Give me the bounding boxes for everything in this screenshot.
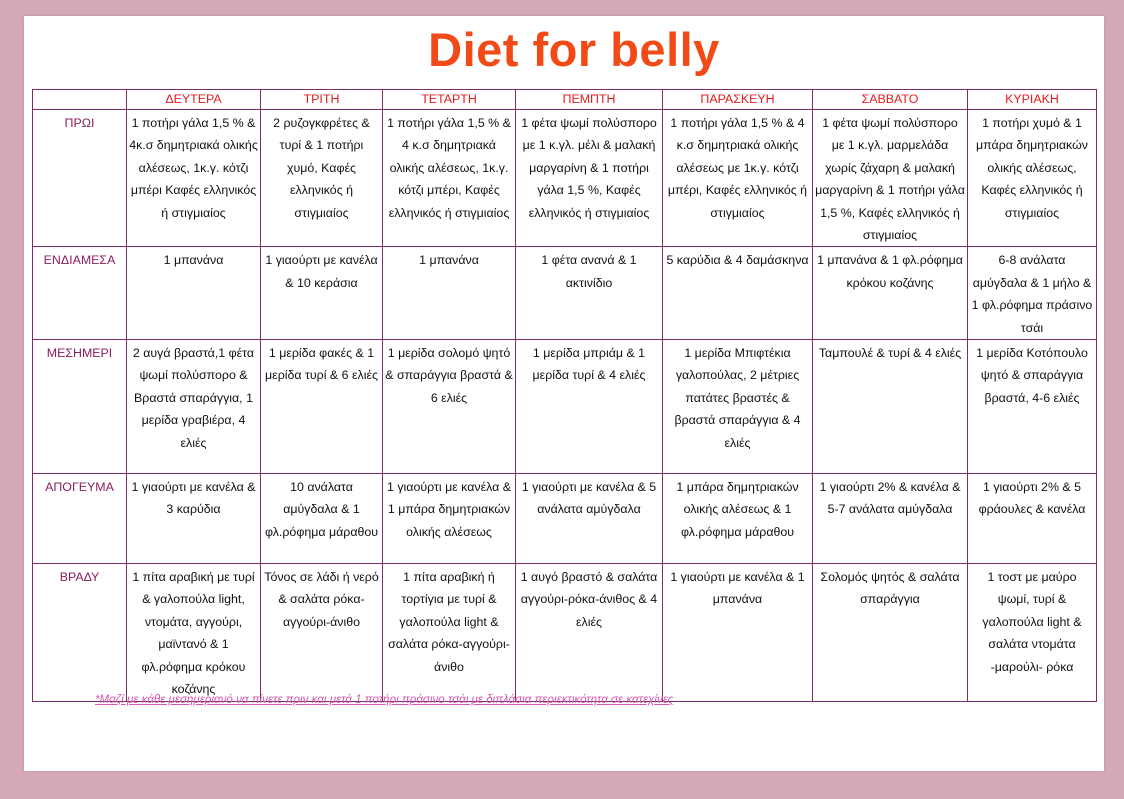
table-row (33, 247, 1097, 340)
meal-label: ΑΠΟΓΕΥΜΑ (33, 474, 127, 564)
table-cell: 1 πίτα αραβική με τυρί & γαλοπούλα light, ντομάτα, αγγούρι, μαϊντανό & 1 φλ.ρόφημα κρόκου κοζάνης (127, 564, 261, 701)
table-cell: 1 φέτα ψωμί πολύσπορο με 1 κ.γλ. μαρμελάδα χωρίς ζάχαρη & μαλακή μαργαρίνη & 1 ποτήρι γάλα 1,5 %, Καφές ελληνικός ή στιγμιαίος (813, 110, 968, 247)
header-row (33, 90, 1097, 110)
table-cell: 1 μερίδα φακές & 1 μερίδα τυρί & 6 ελιές (261, 340, 383, 474)
document-page (24, 16, 1104, 771)
table-row (33, 340, 1097, 474)
table-cell: 1 γιαούρτι με κανέλα & 5 ανάλατα αμύγδαλα (516, 474, 663, 564)
table-cell: 1 μπανάνα (383, 247, 516, 340)
table-cell: 1 μερίδα μπριάμ & 1 μερίδα τυρί & 4 ελιές (516, 340, 663, 474)
table-cell: 1 μπανάνα & 1 φλ.ρόφημα κρόκου κοζάνης (813, 247, 968, 340)
table-cell: 1 πίτα αραβική ή τορτίγια με τυρί & γαλοπούλα light & σαλάτα ρόκα-αγγούρι-άνιθο (383, 564, 516, 701)
day-header: ΠΕΜΠΤΗ (516, 90, 663, 110)
table-row (33, 564, 1097, 701)
table-row (33, 474, 1097, 564)
table-cell: 1 γιαούρτι με κανέλα & 10 κεράσια (261, 247, 383, 340)
table-cell: 1 γιαούρτι με κανέλα & 3 καρύδια (127, 474, 261, 564)
diet-table (32, 89, 1097, 702)
table-cell: 1 γιαούρτι με κανέλα & 1 μπάρα δημητριακών ολικής αλέσεως (383, 474, 516, 564)
table-row (33, 110, 1097, 247)
table-cell: Ταμπουλέ & τυρί & 4 ελιές (813, 340, 968, 474)
page-title: Diet for belly (428, 23, 720, 76)
day-header: ΣΑΒΒΑΤΟ (813, 90, 968, 110)
table-cell: 1 ποτήρι γάλα 1,5 % & 4 κ.σ δημητριακά ολικής αλέσεως, 1κ.γ. κότζι μπέρι, Καφές ελληνικός ή στιγμιαίος (383, 110, 516, 247)
table-cell: Τόνος σε λάδι ή νερό & σαλάτα ρόκα-αγγούρι-άνιθο (261, 564, 383, 701)
day-header: ΤΕΤΑΡΤΗ (383, 90, 516, 110)
table-cell: Σολομός ψητός & σαλάτα σπαράγγια (813, 564, 968, 701)
table-cell: 6-8 ανάλατα αμύγδαλα & 1 μήλο & 1 φλ.ρόφημα πράσινο τσάι (968, 247, 1097, 340)
day-header: ΠΑΡΑΣΚΕΥΗ (663, 90, 813, 110)
table-cell: 10 ανάλατα αμύγδαλα & 1 φλ.ρόφημα μάραθου (261, 474, 383, 564)
meal-label: ΜΕΣΗΜΕΡΙ (33, 340, 127, 474)
table-cell: 1 μπάρα δημητριακών ολικής αλέσεως & 1 φλ.ρόφημα μάραθου (663, 474, 813, 564)
table-cell: 1 τοστ με μαύρο ψωμί, τυρί & γαλοπούλα light & σαλάτα ντομάτα -μαρούλι- ρόκα (968, 564, 1097, 701)
table-cell: 1 μερίδα Μπιφτέκια γαλοπούλας, 2 μέτριες πατάτες βραστές & βραστά σπαράγγια & 4 ελιές (663, 340, 813, 474)
table-cell: 1 γιαούρτι 2% & κανέλα & 5-7 ανάλατα αμύγδαλα (813, 474, 968, 564)
day-header: ΤΡΙΤΗ (261, 90, 383, 110)
day-header: ΚΥΡΙΑΚΗ (968, 90, 1097, 110)
table-cell: 2 ρυζογκφρέτες & τυρί & 1 ποτήρι χυμό, Καφές ελληνικός ή στιγμιαίος (261, 110, 383, 247)
meal-label: ΕΝΔΙΑΜΕΣΑ (33, 247, 127, 340)
table-cell: 1 γιαούρτι με κανέλα & 1 μπανάνα (663, 564, 813, 701)
table-cell: 1 ποτήρι χυμό & 1 μπάρα δημητριακών ολικής αλέσεως, Καφές ελληνικός ή στιγμιαίος (968, 110, 1097, 247)
meal-label: ΠΡΩΙ (33, 110, 127, 247)
table-cell: 1 φέτα ανανά & 1 ακτινίδιο (516, 247, 663, 340)
corner-cell (33, 90, 127, 110)
table-cell: 1 ποτήρι γάλα 1,5 % & 4κ.σ δημητριακά ολικής αλέσεως, 1κ.γ. κότζι μπέρι Καφές ελληνικός ή στιγμιαίος (127, 110, 261, 247)
meal-label: ΒΡΑΔΥ (33, 564, 127, 701)
table-cell: 1 ποτήρι γάλα 1,5 % & 4 κ.σ δημητριακά ολικής αλέσεως με 1κ.γ. κότζι μπέρι, Καφές ελληνικός ή στιγμιαίος (663, 110, 813, 247)
table-cell: 1 φέτα ψωμί πολύσπορο με 1 κ.γλ. μέλι & μαλακή μαργαρίνη & 1 ποτήρι γάλα 1,5 %, Καφές ελληνικός ή στιγμιαίος (516, 110, 663, 247)
table-cell: 1 γιαούρτι 2% & 5 φράουλες & κανέλα (968, 474, 1097, 564)
table-cell: 1 μερίδα Κοτόπουλο ψητό & σπαράγγια βραστά, 4-6 ελιές (968, 340, 1097, 474)
footnote: *Μαζί με κάθε μεσημεριανό να πίνετε πριν και μετά 1 ποτήρι πράσινο τσάι με διπλάσια περιεκτικότητα σε κατεχίνες (95, 693, 674, 706)
table-cell: 1 αυγό βραστό & σαλάτα αγγούρι-ρόκα-άνιθος & 4 ελιές (516, 564, 663, 701)
table-cell: 1 μερίδα σολομό ψητό & σπαράγγια βραστά & 6 ελιές (383, 340, 516, 474)
day-header: ΔΕΥΤΕΡΑ (127, 90, 261, 110)
table-cell: 2 αυγά βραστά,1 φέτα ψωμί πολύσπορο & Βραστά σπαράγγια, 1 μερίδα γραβιέρα, 4 ελιές (127, 340, 261, 474)
table-cell: 1 μπανάνα (127, 247, 261, 340)
table-cell: 5 καρύδια & 4 δαμάσκηνα (663, 247, 813, 340)
